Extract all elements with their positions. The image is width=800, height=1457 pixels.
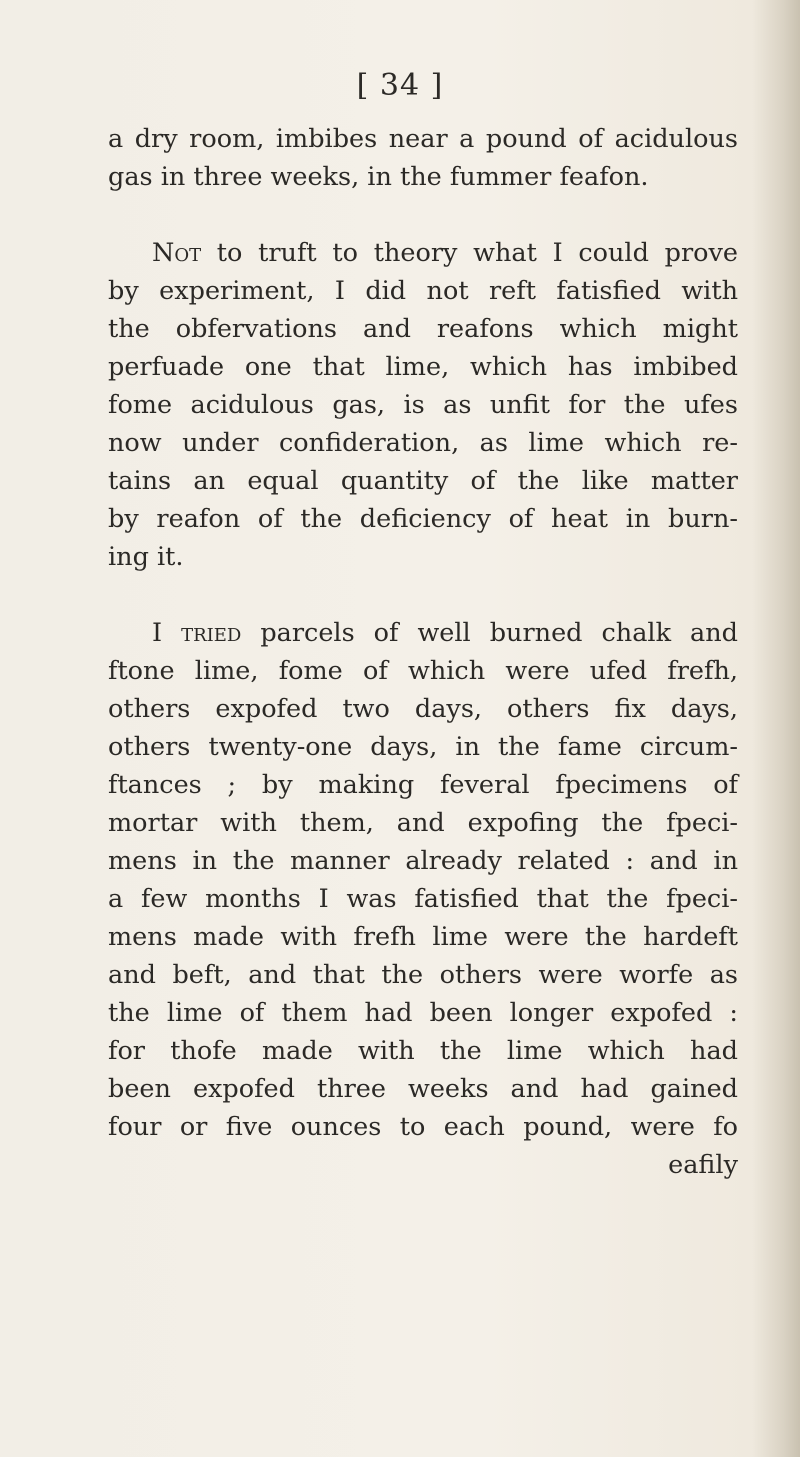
text-line: a few months I was fatisfied that the fpeci- xyxy=(108,884,738,914)
text-line: by reafon of the deficiency of heat in burn- xyxy=(108,504,738,534)
text-line: fome acidulous gas, is as unfit for the ufes xyxy=(108,390,738,420)
paragraph-3 xyxy=(108,614,738,1146)
lead-words: Not xyxy=(152,238,202,268)
text-line: for thofe made with the lime which had xyxy=(108,1036,738,1066)
page-body xyxy=(108,120,738,1184)
text-line: and beft, and that the others were worfe as xyxy=(108,960,738,990)
page-number: [ 34 ] xyxy=(356,68,444,103)
paragraph-1 xyxy=(108,120,738,196)
text-line: perfuade one that lime, which has imbibed xyxy=(108,352,738,382)
text-line: mortar with them, and expofing the fpeci- xyxy=(108,808,738,838)
paragraph-2 xyxy=(108,234,738,576)
text-line: others expofed two days, others fix days, xyxy=(108,694,738,724)
text-line: others twenty-one days, in the fame circum- xyxy=(108,732,738,762)
paragraph-gap xyxy=(108,196,738,234)
text-line: ftone lime, fome of which were ufed frefh, xyxy=(108,656,738,686)
text-line: a dry room, imbibes near a pound of acidulous xyxy=(108,124,738,154)
text-line xyxy=(108,234,738,272)
text-line: mens made with frefh lime were the hardeft xyxy=(108,922,738,952)
lead-words: I tried xyxy=(152,618,242,648)
line-rest: parcels of well burned chalk and xyxy=(241,618,738,648)
line-rest: to truft to theory what I could prove xyxy=(201,238,738,268)
text-line: four or five ounces to each pound, were fo xyxy=(108,1112,738,1142)
paragraph-gap xyxy=(108,576,738,614)
text-line: now under confideration, as lime which re- xyxy=(108,428,738,458)
text-line: mens in the manner already related : and in xyxy=(108,846,738,876)
text-line xyxy=(108,614,738,652)
text-line: by experiment, I did not reft fatisfied with xyxy=(108,276,738,306)
text-line: ftances ; by making feveral fpecimens of xyxy=(108,770,738,800)
text-line: ing it. xyxy=(108,542,184,572)
catchword: eafily xyxy=(668,1150,738,1180)
text-line: the obfervations and reafons which might xyxy=(108,314,738,344)
text-line: gas in three weeks, in the fummer feafon. xyxy=(108,162,649,192)
text-line: been expofed three weeks and had gained xyxy=(108,1074,738,1104)
text-line: tains an equal quantity of the like matter xyxy=(108,466,738,496)
text-line: the lime of them had been longer expofed : xyxy=(108,998,738,1028)
